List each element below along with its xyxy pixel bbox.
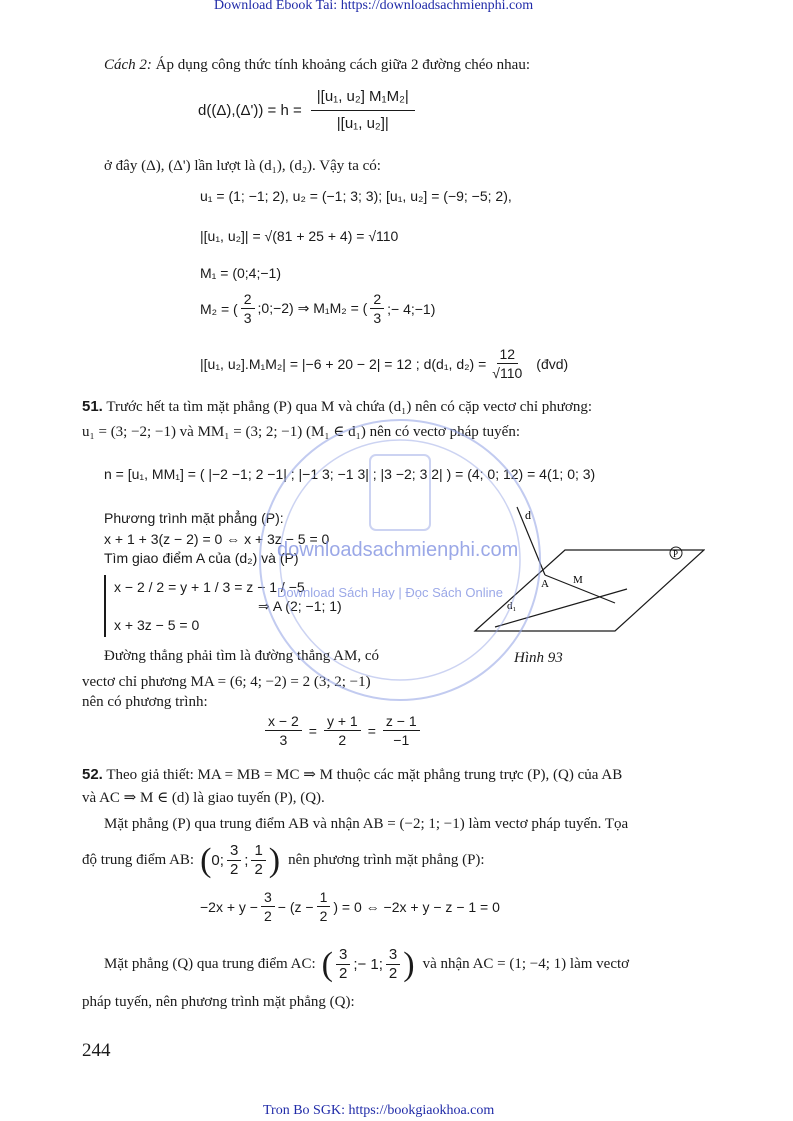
- frac-y: [324, 712, 361, 749]
- frac-num: z − 1: [383, 712, 420, 731]
- eqP-part-b: − (z −: [277, 898, 314, 915]
- label-M: M: [573, 574, 583, 586]
- line-norm: |[u₁, u₂]| = √(81 + 25 + 4) = √110: [200, 228, 399, 244]
- problem-52-midpoint-AB: độ trung điểm AB: ( 0; $\frac{3}{2}$ ; $\frac{1}{2}$ ) nên phương trình mặt phẳng (P):: [82, 841, 485, 879]
- frac: [317, 888, 331, 925]
- frac-den: 2: [263, 908, 272, 924]
- result-unit: (đvd): [536, 355, 569, 372]
- formula-denominator: |[u₁, u₂]|: [336, 115, 389, 132]
- problem-51-number: 51.: [82, 398, 103, 415]
- sep: ;− 1;: [353, 956, 383, 973]
- formula-numerator: |[u₁, u₂] M₁M₂|: [311, 84, 415, 111]
- line-M1: M₁ = (0;4;−1): [200, 265, 281, 281]
- problem-51-text-b: u₁ = (3; −2; −1) và MM₁ = (3; 2; −1) (M₁ ∈ d₁) nên có vectơ pháp tuyến:: [82, 424, 521, 440]
- cach2-intro: [104, 57, 530, 74]
- problem-51-intro: [82, 398, 592, 416]
- plane-P: [475, 550, 704, 631]
- problem-52-text-c: Mặt phẳng (P) qua trung điểm AB và nhận AB = (−2; 1; −1) làm vectơ pháp tuyến. Tọa: [104, 816, 629, 832]
- problem-51-normal-vector: n = [u₁, MM₁] = ( |−2 −1; 2 −1| ; |−1 3; −1 3| ; |3 −2; 3 2| ) = (4; 0; 12) = 4(1; 0; 3): [104, 466, 596, 482]
- line-M2: [200, 290, 435, 327]
- problem-51-eqP-label: Phương trình mặt phẳng (P):: [104, 510, 284, 526]
- problem-52-text-f: pháp tuyến, nên phương trình mặt phẳng (Q):: [82, 994, 355, 1010]
- frac: [386, 946, 400, 983]
- midpoint-AC-after: và nhận AC = (1; −4; 1) làm vectơ: [422, 956, 630, 972]
- frac-num: x − 2: [265, 712, 302, 731]
- watermark-site: downloadsachmienphi.com: [277, 539, 519, 561]
- frac: [251, 842, 265, 879]
- frac-den: 2: [388, 965, 398, 982]
- distance-formula: [198, 84, 418, 137]
- label-d1: d₁: [507, 600, 517, 612]
- problem-51-point-A: ⇒ A (2; −1; 1): [258, 598, 342, 614]
- header-download-link[interactable]: Download Ebook Tai: https://downloadsachmienphi.com: [214, 0, 534, 13]
- problem-52-number: 52.: [82, 766, 103, 783]
- problem-51-line-AM: Đường thẳng phải tìm là đường thẳng AM, có: [104, 648, 380, 664]
- line-u-vectors: u₁ = (1; −1; 2), u₂ = (−1; 3; 3); [u₁, u₂] = (−9; −5; 2),: [200, 188, 512, 204]
- M2-lhs: M₂ = (: [200, 300, 238, 317]
- frac-num: 2: [370, 290, 384, 309]
- problem-52-text-a: Theo giả thiết: MA = MB = MC ⇒ M thuộc các mặt phẳng trung trực (P), (Q) của AB: [102, 767, 623, 783]
- frac-den: √110: [492, 365, 523, 381]
- problem-52-eqP: [200, 888, 500, 925]
- frac-den: 2: [254, 861, 263, 878]
- frac: [336, 946, 350, 983]
- formula-lhs: d((Δ),(Δ')) = h =: [198, 102, 302, 119]
- label-P: P: [673, 549, 679, 559]
- line-result: [200, 345, 568, 382]
- problem-52-intro: [82, 765, 622, 784]
- line-d: [517, 507, 545, 575]
- midpoint-AB-after: nên phương trình mặt phẳng (P):: [288, 852, 485, 868]
- midpoint-AB-label: độ trung điểm AB:: [82, 852, 195, 868]
- frac-den: 2: [319, 908, 328, 924]
- footer-sgk-link[interactable]: Tron Bo SGK: https://bookgiaokhoa.com: [263, 1103, 495, 1118]
- frac-num: 3: [261, 888, 275, 907]
- frac-den: 2: [338, 732, 347, 748]
- label-d: d: [525, 508, 531, 522]
- result-frac: [489, 345, 525, 382]
- M2-frac: [241, 290, 255, 327]
- M2-rhs: ;0;−2) ⇒ M₁M₂ = (: [257, 300, 368, 316]
- frac-num: 1: [317, 888, 331, 907]
- frac-x: [265, 712, 302, 749]
- frac-den: 3: [243, 310, 252, 326]
- page-number: 244: [82, 1040, 111, 1061]
- problem-52-midpoint-AC: Mặt phẳng (Q) qua trung điểm AC: ( $\frac{3}{2}$ ;− 1; $\frac{3}{2}$ ) và nhận AC = (1; −4; 1) làm vectơ: [104, 945, 630, 983]
- eqP-part-a: −2x + y −: [200, 898, 258, 915]
- midpoint-AC-label: Mặt phẳng (Q) qua trung điểm AC:: [104, 956, 316, 972]
- system-row-2: x + 3z − 5 = 0: [114, 617, 200, 633]
- formula-fraction: [311, 84, 415, 137]
- frac-num: 3: [386, 946, 400, 965]
- frac-num: 3: [336, 946, 350, 965]
- problem-51-text-a: Trước hết ta tìm mặt phẳng (P) qua M và chứa (d₁) nên có cặp vectơ chỉ phương:: [102, 399, 592, 415]
- cach2-body: Áp dụng công thức tính khoảng cách giữa 2 đường chéo nhau:: [151, 57, 530, 73]
- frac: [261, 888, 275, 925]
- frac-num: 2: [241, 290, 255, 309]
- system-row-1: x − 2 / 2 = y + 1 / 3 = z − 1 / −5: [114, 579, 305, 595]
- cach2-label: Cách 2:: [104, 57, 152, 73]
- eqP-part-c: ) = 0 ⇔ −2x + y − z − 1 = 0: [333, 898, 500, 915]
- frac-z: [383, 712, 420, 749]
- watermark-tagline: Download Sách Hay | Đọc Sách Online: [277, 585, 503, 600]
- figure-caption: Hình 93: [514, 650, 563, 666]
- problem-52-text-b: và AC ⇒ M ∈ (d) là giao tuyến (P), (Q).: [82, 790, 325, 806]
- frac-num: 1: [251, 842, 265, 861]
- frac-num: y + 1: [324, 712, 361, 731]
- frac-den: −1: [393, 732, 410, 748]
- problem-51-find-A: Tìm giao điểm A của (d₂) và (P): [104, 550, 299, 566]
- frac-den: 3: [279, 732, 288, 748]
- frac-num: 3: [227, 842, 241, 861]
- label-A: A: [541, 578, 549, 590]
- frac-den: 3: [373, 310, 382, 326]
- sep: ;: [244, 852, 249, 869]
- problem-51-direction-vector: vectơ chỉ phương MA = (6; 4; −2) = 2 (3; 2; −1): [82, 674, 371, 690]
- problem-51-eqP: x + 1 + 3(z − 2) = 0 ⇔ x + 3z − 5 = 0: [104, 531, 330, 547]
- frac: [227, 842, 241, 879]
- result-lhs: |[u₁, u₂].M₁M₂| = |−6 + 20 − 2| = 12 ; d(d₁, d₂) =: [200, 355, 487, 372]
- M1M2-frac: [370, 290, 384, 327]
- M2-end: ;− 4;−1): [387, 300, 436, 317]
- problem-51-eq-label: nên có phương trình:: [82, 694, 208, 710]
- line-here: ở đây (Δ), (Δ') lần lượt là (d₁), (d₂). Vậy ta có:: [104, 158, 381, 174]
- figure-93: [455, 505, 705, 665]
- frac-den: 2: [338, 965, 348, 982]
- midpoint-AB-x: 0;: [211, 852, 224, 869]
- frac-den: 2: [229, 861, 239, 878]
- frac-num: 12: [497, 345, 519, 364]
- problem-51-final-eq: $\frac{x - 2}{3}$ = $\frac{y + 1}{2}$ = $\frac{z - 1}{-1}$: [262, 712, 423, 749]
